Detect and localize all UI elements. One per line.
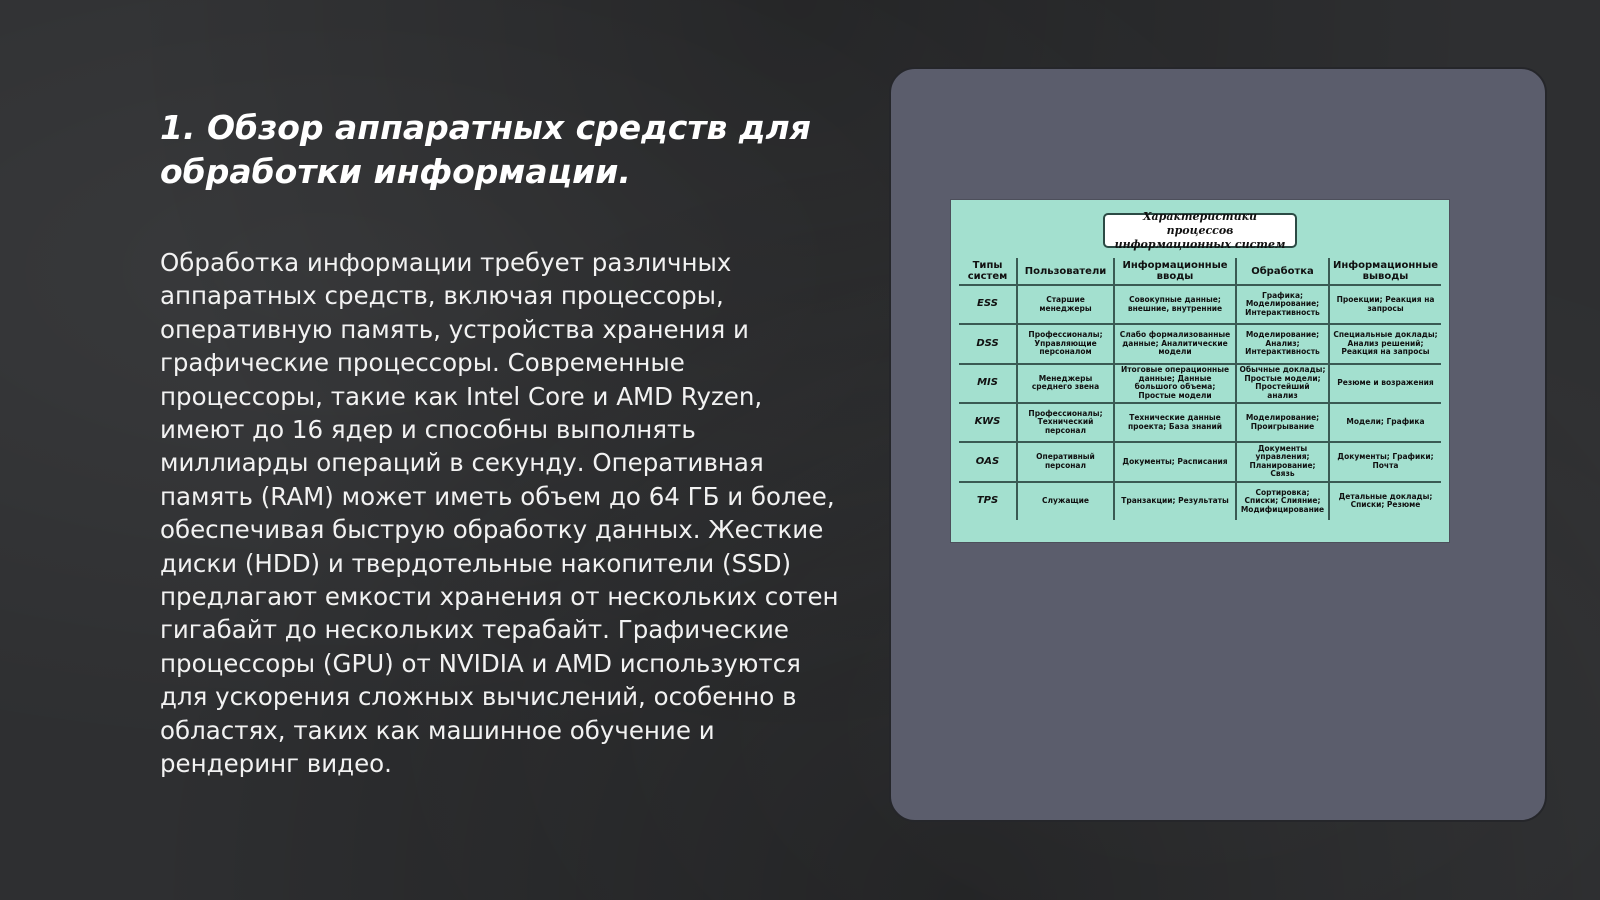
header-cell: Информационные вводы <box>1114 258 1236 285</box>
system-type-cell: DSS <box>959 324 1017 363</box>
table-cell: Документы; Графики; Почта <box>1329 442 1441 481</box>
table-cell: Моделирование; Анализ; Интерактивность <box>1236 324 1329 363</box>
table-row <box>959 482 1441 520</box>
system-type-cell: MIS <box>959 364 1017 403</box>
table-caption: Характеристики процессов информационных систем <box>1103 213 1297 248</box>
table-cell: Моделирование; Проигрывание <box>1236 403 1329 442</box>
table-cell: Оперативный персонал <box>1017 442 1114 481</box>
table-cell: Слабо формализованные данные; Аналитические модели <box>1114 324 1236 363</box>
table-cell: Итоговые операционные данные; Данные большого объема; Простые модели <box>1114 364 1236 403</box>
table-cell: Специальные доклады; Анализ решений; Реакция на запросы <box>1329 324 1441 363</box>
info-systems-table <box>959 258 1441 520</box>
slide-body-text: Обработка информации требует различных аппаратных средств, включая процессоры, оперативную память, устройства хранения и графические процессоры. Современные процессоры, такие как Intel Core и AMD Ryzen, имеют до 16 ядер и способны выполнять миллиарды операций в секунду. Оперативная память (RAM) может иметь объем до 64 ГБ и более, обеспечивая быструю обработку данных. Жесткие диски (HDD) и твердотельные накопители (SSD) предлагают емкости хранения от нескольких сотен гигабайт до нескольких терабайт. Графические процессоры (GPU) от NVIDIA и AMD используются для ускорения сложных вычислений, особенно в областях, таких как машинное обучение и рендеринг видео. <box>160 248 839 779</box>
table-cell: Детальные доклады; Списки; Резюме <box>1329 482 1441 520</box>
system-type-cell: TPS <box>976 495 999 507</box>
table-cell: Транзакции; Результаты <box>1114 482 1236 520</box>
table-cell: Профессионалы; Технический персонал <box>1017 403 1114 442</box>
system-type-cell: ESS <box>959 285 1017 324</box>
table-row <box>959 364 1441 403</box>
table-cell: Совокупные данные; внешние, внутренние <box>1114 285 1236 324</box>
header-cell: Пользователи <box>1017 258 1114 285</box>
table-cell: Документы; Расписания <box>1114 442 1236 481</box>
table-cell: Профессионалы; Управляющие персоналом <box>1017 324 1114 363</box>
image-panel <box>889 67 1547 822</box>
table-cell: Проекции; Реакция на запросы <box>1329 285 1441 324</box>
table-cell: Технические данные проекта; База знаний <box>1114 403 1236 442</box>
table-cell: Документы управления; Планирование; Связь <box>1236 442 1329 481</box>
header-cell: Типы систем <box>959 258 1017 285</box>
table-cell: Резюме и возражения <box>1329 364 1441 403</box>
table-cell: Обычные доклады; Простые модели; Простейший анализ <box>1236 364 1329 403</box>
system-type-cell: OAS <box>959 442 1017 481</box>
table-cell: Графика; Моделирование; Интерактивность <box>1236 285 1329 324</box>
table-cell: Сортировка; Списки; Слияние; Модифицирование <box>1236 482 1329 520</box>
table-row <box>959 442 1441 481</box>
table-row <box>959 324 1441 363</box>
table-cell: Менеджеры среднего звена <box>1017 364 1114 403</box>
table-image <box>951 200 1449 542</box>
table-row <box>959 285 1441 324</box>
header-cell: Обработка <box>1236 258 1329 285</box>
header-cell: Информационные выводы <box>1329 258 1441 285</box>
table-row <box>959 403 1441 442</box>
table-cell: Служащие <box>1017 482 1114 520</box>
system-type-cell: KWS <box>959 403 1017 442</box>
slide-title: 1. Обзор аппаратных средств для обработки информации. <box>160 108 811 191</box>
table-cell: Модели; Графика <box>1329 403 1441 442</box>
table-cell: Старшие менеджеры <box>1017 285 1114 324</box>
table-header-row <box>959 258 1441 285</box>
